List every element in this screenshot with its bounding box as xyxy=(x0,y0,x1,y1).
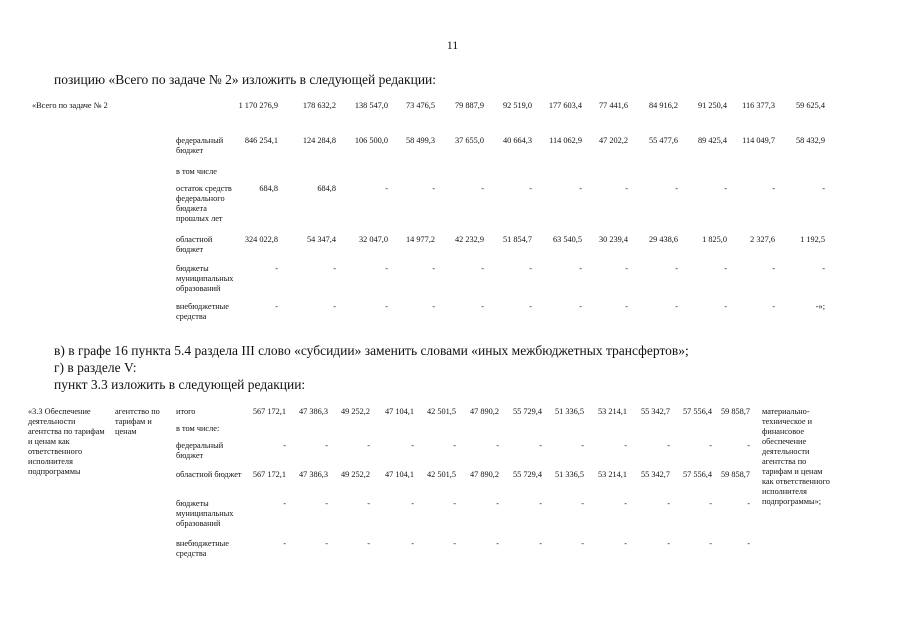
table2-row-value: 42 501,5 xyxy=(426,470,456,479)
table1-row-value: 37 655,0 xyxy=(454,136,484,145)
table1-total-row-value: 178 632,2 xyxy=(302,101,336,110)
table1-total-row-value: 84 916,2 xyxy=(648,101,678,110)
intro-paragraph: позицию «Всего по задаче № 2» изложить в следующей редакции: xyxy=(54,72,437,87)
table2-row-value: 59 858,7 xyxy=(720,407,750,416)
table1-row-value: - xyxy=(772,264,775,273)
table2-row-value: 51 336,5 xyxy=(554,470,584,479)
table1-row-value: 684,8 xyxy=(259,184,278,193)
table1-row-value: 114 049,7 xyxy=(742,136,775,145)
table1-row-value: 1 192,5 xyxy=(800,235,825,244)
table1-row-label: в том числе xyxy=(176,167,217,176)
table2-row-value: 59 858,7 xyxy=(720,470,750,479)
table2-activity-cell: «3.3 Обеспечение деятельности агентства по тарифам и ценам как ответственного исполнителя подпрограммы xyxy=(28,407,105,476)
table2-row-value: - xyxy=(325,539,328,548)
table2-row-label: внебюджетные средства xyxy=(176,539,229,558)
table1-row-value: 684,8 xyxy=(317,184,336,193)
table2-row-value: 55 729,4 xyxy=(512,407,542,416)
table1-total-row-value: 59 625,4 xyxy=(795,101,825,110)
table1-row-value: 47 202,2 xyxy=(598,136,628,145)
table2-row-value: - xyxy=(411,499,414,508)
table2-row-value: 53 214,1 xyxy=(597,407,627,416)
table2-row-value: - xyxy=(367,539,370,548)
table2-row-label: федеральный бюджет xyxy=(176,441,224,460)
table2-row-value: 49 252,2 xyxy=(340,470,370,479)
table2-row-value: - xyxy=(709,539,712,548)
paragraph-v: в) в графе 16 пункта 5.4 раздела III слово «субсидии» заменить словами «иных межбюджетных трансфертов»; xyxy=(54,343,689,358)
table1-row-label: остаток средств федерального бюджета прошлых лет xyxy=(176,184,232,223)
table1-row-label: внебюджетные средства xyxy=(176,302,229,321)
table1-row-value: - xyxy=(772,302,775,311)
table1-row-value: - xyxy=(625,184,628,193)
table2-row-value: - xyxy=(496,499,499,508)
table2-row-value: 55 342,7 xyxy=(640,470,670,479)
table1-row-value: - xyxy=(822,184,825,193)
table1-row-value: 29 438,6 xyxy=(648,235,678,244)
table2-row-value: 47 104,1 xyxy=(384,470,414,479)
table2-row-value: 57 556,4 xyxy=(682,407,712,416)
table2-row-value: - xyxy=(367,441,370,450)
table2-row-value: - xyxy=(624,441,627,450)
table1-row-value: 55 477,6 xyxy=(648,136,678,145)
table1-row-value: - xyxy=(675,264,678,273)
table1-row-value: 63 540,5 xyxy=(552,235,582,244)
table2-row-value: 47 890,2 xyxy=(469,407,499,416)
table2-row-value: - xyxy=(747,539,750,548)
table2-row-value: - xyxy=(283,499,286,508)
table2-executor-cell: агентство по тарифам и ценам xyxy=(115,407,160,436)
page-number: 11 xyxy=(446,38,459,52)
table1-row-value: 114 062,9 xyxy=(549,136,582,145)
table1-row-value: 1 825,0 xyxy=(702,235,727,244)
table1-row-value: - xyxy=(529,302,532,311)
table1-row-value: - xyxy=(724,184,727,193)
table1-row-value: - xyxy=(275,264,278,273)
table2-row-value: - xyxy=(367,499,370,508)
paragraph-g: г) в разделе V: xyxy=(54,360,137,375)
table2-row-value: - xyxy=(747,499,750,508)
table2-row-value: - xyxy=(539,441,542,450)
table1-row-value: - xyxy=(333,264,336,273)
table2-row-value: - xyxy=(709,499,712,508)
table1-row-value: 2 327,6 xyxy=(750,235,775,244)
table1-row-value: 89 425,4 xyxy=(697,136,727,145)
table1-row-value: 30 239,4 xyxy=(598,235,628,244)
table2-row-value: - xyxy=(624,499,627,508)
table2-row-value: - xyxy=(453,441,456,450)
table2-row-label: бюджеты муниципальных образований xyxy=(176,499,234,528)
table2-row-value: - xyxy=(581,441,584,450)
table2-row-value: 55 729,4 xyxy=(512,470,542,479)
table1-total-row-label: «Всего по задаче № 2 xyxy=(32,101,108,110)
table2-result-cell: материально-техническое и финансовое обеспечение деятельности агентства по тарифам и ценам как ответственного исполнителя подпрограммы»; xyxy=(762,407,830,506)
table2-row-label: итого xyxy=(176,407,196,416)
table2-row-value: 47 104,1 xyxy=(384,407,414,416)
table1-total-row-value: 91 250,4 xyxy=(697,101,727,110)
table1-row-value: - xyxy=(724,302,727,311)
table2-row-value: - xyxy=(283,441,286,450)
table2-row-value: - xyxy=(496,441,499,450)
table1-row-value: - xyxy=(625,264,628,273)
table2-row-value: - xyxy=(411,441,414,450)
table2-row-value: - xyxy=(453,539,456,548)
table2-row-value: 57 556,4 xyxy=(682,470,712,479)
table1-row-value: - xyxy=(275,302,278,311)
table2-row-value: 47 890,2 xyxy=(469,470,499,479)
table2-row-value: - xyxy=(667,539,670,548)
table1-row-value: - xyxy=(772,184,775,193)
table1-row-value: 58 499,3 xyxy=(405,136,435,145)
table1-row-value: - xyxy=(385,264,388,273)
table1-row-value: - xyxy=(675,184,678,193)
table1-total-row-value: 77 441,6 xyxy=(598,101,628,110)
table2-row-value: - xyxy=(283,539,286,548)
table1-row-value: -»; xyxy=(815,302,825,311)
table2-row-value: 42 501,5 xyxy=(426,407,456,416)
table1-row-value: - xyxy=(529,264,532,273)
table1-row-value: 324 022,8 xyxy=(244,235,278,244)
paragraph-item-3-3: пункт 3.3 изложить в следующей редакции: xyxy=(54,377,306,392)
table2-row-value: 567 172,1 xyxy=(252,407,286,416)
table2-row-value: 47 386,3 xyxy=(298,470,328,479)
table1-row-value: - xyxy=(481,302,484,311)
table1-row-value: 51 854,7 xyxy=(502,235,532,244)
table1-row-value: - xyxy=(579,184,582,193)
table1-row-value: 14 977,2 xyxy=(405,235,435,244)
table1-row-value: - xyxy=(385,302,388,311)
table1-row-value: 40 664,3 xyxy=(502,136,532,145)
table1-row-value: - xyxy=(625,302,628,311)
table1-row-value: - xyxy=(333,302,336,311)
table1-row-value: 54 347,4 xyxy=(306,235,336,244)
table1-total-row-value: 1 170 276,9 xyxy=(238,101,278,110)
table1-row-value: 32 047,0 xyxy=(358,235,388,244)
table1-total-row-value: 73 476,5 xyxy=(405,101,435,110)
table2-row-value: - xyxy=(411,539,414,548)
table1-row-value: - xyxy=(432,264,435,273)
table2-row-value: - xyxy=(325,499,328,508)
table2-row-value: - xyxy=(667,499,670,508)
table1-row-value: - xyxy=(675,302,678,311)
table1-total-row-value: 177 603,4 xyxy=(548,101,582,110)
table2-row-value: - xyxy=(581,539,584,548)
table2-row-value: 49 252,2 xyxy=(340,407,370,416)
table2-row-value: 53 214,1 xyxy=(597,470,627,479)
table2-row-value: 47 386,3 xyxy=(298,407,328,416)
table1-row-label: областной бюджет xyxy=(176,235,213,254)
table1-total-row-value: 79 887,9 xyxy=(454,101,484,110)
table1-row-value: - xyxy=(724,264,727,273)
table2-row-value: - xyxy=(581,499,584,508)
table2-row-value: - xyxy=(667,441,670,450)
table2-row-value: 567 172,1 xyxy=(252,470,286,479)
table2-row-value: 51 336,5 xyxy=(554,407,584,416)
table2-row-value: - xyxy=(453,499,456,508)
table1-row-value: - xyxy=(385,184,388,193)
table2-row-value: - xyxy=(539,499,542,508)
table2-row-value: - xyxy=(325,441,328,450)
table2-row-value: - xyxy=(539,539,542,548)
table1-row-value: 124 284,8 xyxy=(302,136,336,145)
table2-row-value: - xyxy=(624,539,627,548)
table1-row-value: 58 432,9 xyxy=(795,136,825,145)
table1-row-value: - xyxy=(481,184,484,193)
table1-row-value: - xyxy=(432,184,435,193)
table1-total-row-value: 138 547,0 xyxy=(354,101,388,110)
table1-row-value: 106 500,0 xyxy=(354,136,388,145)
table1-total-row-value: 116 377,3 xyxy=(742,101,775,110)
table2-row-value: 55 342,7 xyxy=(640,407,670,416)
table1-row-value: - xyxy=(529,184,532,193)
table1-row-value: 42 232,9 xyxy=(454,235,484,244)
table2-row-label: областной бюджет xyxy=(176,470,242,479)
table1-row-value: - xyxy=(481,264,484,273)
table1-row-value: - xyxy=(579,264,582,273)
table1-row-value: 846 254,1 xyxy=(244,136,278,145)
table1-row-value: - xyxy=(822,264,825,273)
table2-row-value: - xyxy=(747,441,750,450)
table2-row-value: - xyxy=(709,441,712,450)
table1-row-label: бюджеты муниципальных образований xyxy=(176,264,234,293)
table2-row-label: в том числе: xyxy=(176,424,220,433)
table1-total-row-value: 92 519,0 xyxy=(502,101,532,110)
table1-row-value: - xyxy=(579,302,582,311)
table2-row-value: - xyxy=(496,539,499,548)
table1-row-value: - xyxy=(432,302,435,311)
table1-row-label: федеральный бюджет xyxy=(176,136,224,155)
